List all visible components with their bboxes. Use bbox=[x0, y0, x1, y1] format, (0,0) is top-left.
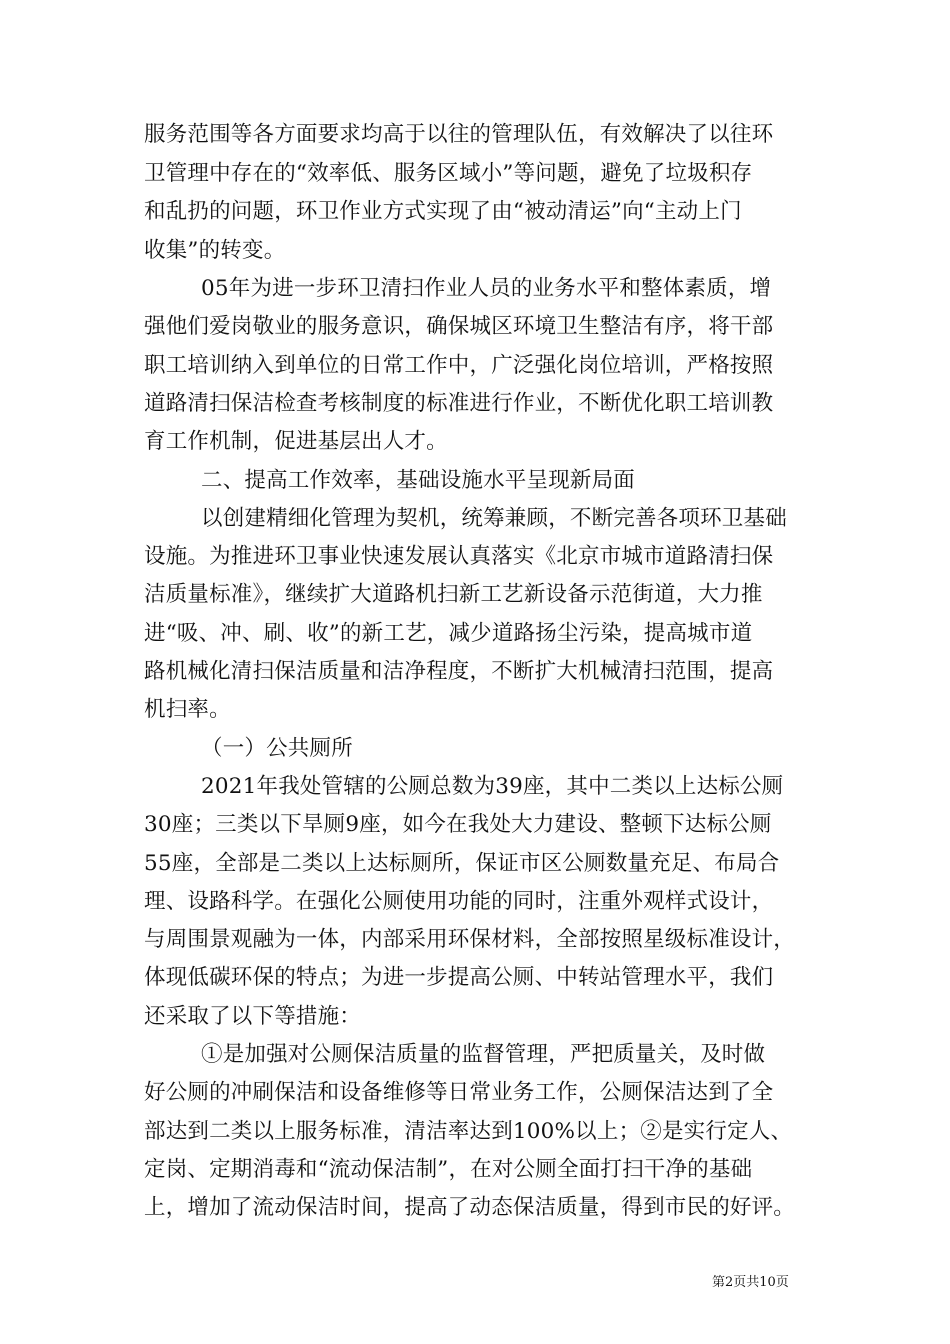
body-text-line: 上，增加了流动保洁时间，提高了动态保洁质量，得到市民的好评。 bbox=[144, 1195, 796, 1220]
body-text-line: 好公厕的冲刷保洁和设备维修等日常业务工作，公厕保洁达到了全 bbox=[144, 1080, 774, 1105]
body-text-line: 和乱扔的问题，环卫作业方式实现了由“被动清运”向“主动上门 bbox=[144, 199, 742, 224]
body-text-line: 路机械化清扫保洁质量和洁净程度，不断扩大机械清扫范围，提高 bbox=[144, 659, 774, 684]
body-text-line: 进“吸、冲、刷、收”的新工艺，减少道路扬尘污染，提高城市道 bbox=[144, 621, 753, 646]
body-text-line: 收集”的转变。 bbox=[144, 238, 286, 263]
body-text-line: 理、设路科学。在强化公厕使用功能的同时，注重外观样式设计， bbox=[144, 889, 774, 914]
body-text-line: ①是加强对公厕保洁质量的监督管理，严把质量关，及时做 bbox=[201, 1042, 766, 1067]
body-text-line: 05年为进一步环卫清扫作业人员的业务水平和整体素质，增 bbox=[201, 276, 772, 301]
page-number-footer: 第2页共10页 bbox=[712, 1275, 789, 1290]
body-text-line: 卫管理中存在的“效率低、服务区域小”等问题，避免了垃圾积存 bbox=[144, 161, 753, 186]
subsection-heading: （一）公共厕所 bbox=[201, 736, 353, 761]
body-text-line: 设施。为推进环卫事业快速发展认真落实《北京市城市道路清扫保 bbox=[144, 544, 774, 569]
body-text-line: 洁质量标准》，继续扩大道路机扫新工艺新设备示范街道，大力推 bbox=[144, 582, 763, 607]
body-text-line: 体现低碳环保的特点；为进一步提高公厕、中转站管理水平，我们 bbox=[144, 965, 774, 990]
body-text-line: 服务范围等各方面要求均高于以往的管理队伍，有效解决了以往环 bbox=[144, 122, 774, 147]
body-text-line: 职工培训纳入到单位的日常工作中，广泛强化岗位培训，严格按照 bbox=[144, 353, 774, 378]
body-text-line: 55座，全部是二类以上达标厕所，保证市区公厕数量充足、布局合 bbox=[144, 851, 780, 876]
body-text-line: 育工作机制，促进基层出人才。 bbox=[144, 429, 448, 454]
body-text-line: 强他们爱岗敬业的服务意识，确保城区环境卫生整洁有序，将干部 bbox=[144, 314, 774, 339]
section-heading: 二、提高工作效率，基础设施水平呈现新局面 bbox=[201, 468, 636, 493]
body-text-line: 30座；三类以下旱厕9座，如今在我处大力建设、整顿下达标公厕 bbox=[144, 812, 772, 837]
body-text-line: 2021年我处管辖的公厕总数为39座，其中二类以上达标公厕 bbox=[201, 774, 784, 799]
body-text-line: 部达到二类以上服务标准，清洁率达到100%以上；②是实行定人、 bbox=[144, 1119, 793, 1144]
body-text-line: 还采取了以下等措施： bbox=[144, 1004, 362, 1029]
body-text-line: 机扫率。 bbox=[144, 697, 231, 722]
body-text-line: 定岗、定期消毒和“流动保洁制”，在对公厕全面打扫干净的基础 bbox=[144, 1157, 753, 1182]
body-text-line: 道路清扫保洁检查考核制度的标准进行作业，不断优化职工培训教 bbox=[144, 391, 774, 416]
body-text-line: 以创建精细化管理为契机，统筹兼顾，不断完善各项环卫基础 bbox=[201, 506, 787, 531]
body-text-line: 与周围景观融为一体，内部采用环保材料，全部按照星级标准设计， bbox=[144, 927, 796, 952]
